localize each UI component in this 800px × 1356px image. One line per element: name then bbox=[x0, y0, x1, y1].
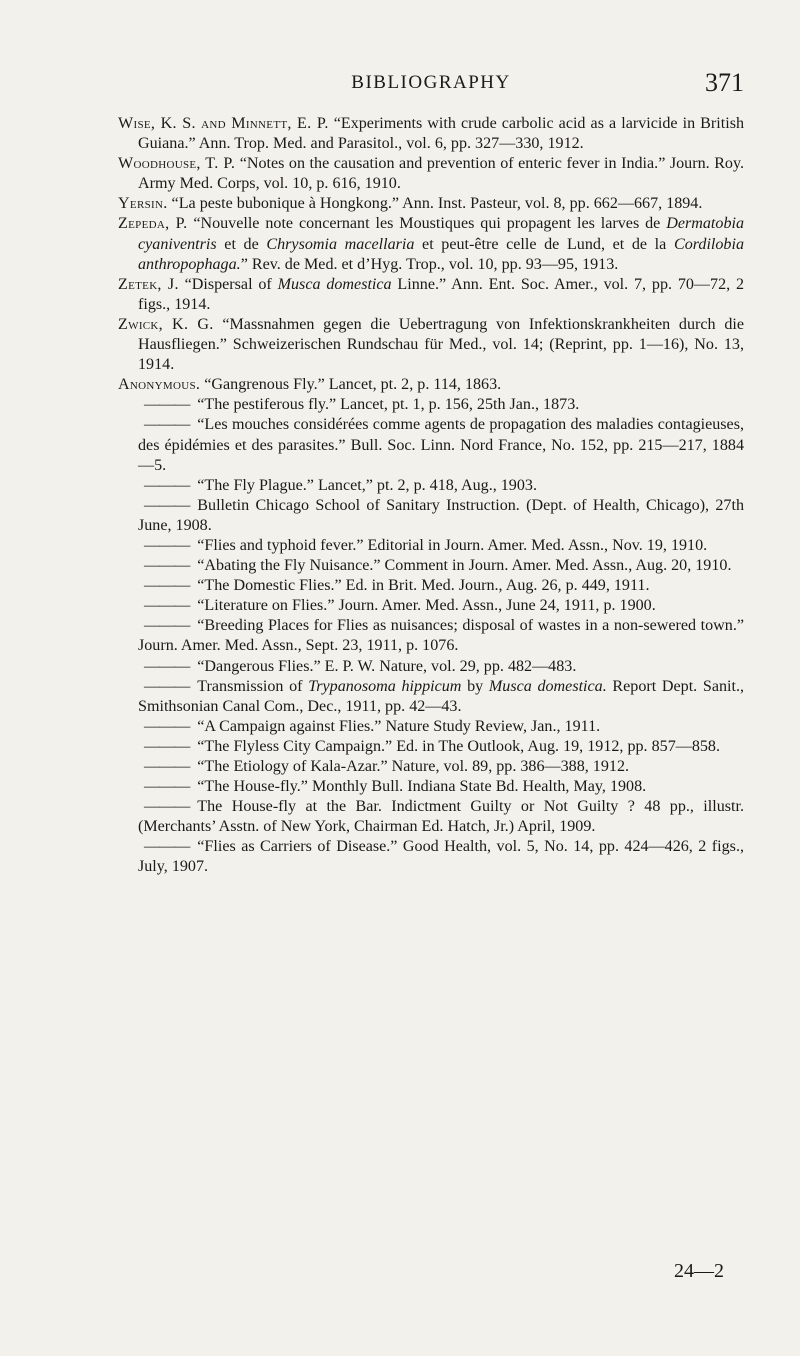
bibliography-sub-entry bbox=[118, 837, 744, 877]
entry-text: “Dispersal of bbox=[178, 275, 278, 293]
entry-text: Linne.” Ann. Ent. Soc. Amer., vol. 7, pp. 70—72, 2 figs., 1914. bbox=[138, 275, 745, 313]
entry-text: “Gangrenous Fly.” Lancet, pt. 2, p. 114, 1863. bbox=[200, 376, 502, 394]
entry-text: ” Rev. de Med. et d’Hyg. Trop., vol. 10, pp. 93—95, 1913. bbox=[240, 255, 619, 273]
ditto-dash: ——— bbox=[144, 657, 190, 675]
entry-text: “Flies and typhoid fever.” Editorial in Journ. Amer. Med. Assn., Nov. 19, 1910. bbox=[197, 536, 708, 554]
entry-text: “Experiments with crude carbolic acid as a larvicide in British Guiana.” Ann. Trop. Med. and Parasitol., vol. 6, pp. 327—330, 1912. bbox=[138, 115, 745, 153]
bibliography-sub-entry bbox=[118, 576, 744, 596]
bibliography-sub-entry bbox=[118, 657, 744, 677]
bibliography-sub-entry bbox=[118, 797, 744, 837]
bibliography-sub-entry bbox=[118, 415, 744, 475]
entry-text: “La peste bubonique à Hongkong.” Ann. Inst. Pasteur, vol. 8, pp. 662—667, 1894. bbox=[167, 195, 703, 213]
entry-author: Wise, K. S. and Minnett, E. P. bbox=[118, 115, 329, 132]
ditto-dash: ——— bbox=[144, 717, 190, 735]
ditto-dash: ——— bbox=[144, 557, 190, 575]
entry-text: The House-fly at the Bar. Indictment Guilty or Not Guilty ? 48 pp., illustr. (Merchants’ Asstn. of New York, Chairman Ed. Hatch, Jr.) April, 1909. bbox=[138, 798, 744, 836]
entry-text: “The Etiology of Kala-Azar.” Nature, vol. 89, pp. 386—388, 1912. bbox=[197, 758, 630, 775]
ditto-dash: ——— bbox=[144, 416, 190, 434]
entry-author: Zetek, J. bbox=[118, 275, 179, 293]
entry-text: “Dangerous Flies.” E. P. W. Nature, vol. 29, pp. 482—483. bbox=[197, 657, 577, 675]
species-name: Trypanosoma hippicum bbox=[308, 677, 462, 695]
entry-text: “The Fly Plague.” Lancet,” pt. 2, p. 418, Aug., 1903. bbox=[197, 476, 537, 494]
ditto-dash: ——— bbox=[144, 597, 190, 615]
ditto-dash: ——— bbox=[144, 737, 190, 755]
entry-text: “Notes on the causation and prevention of enteric fever in India.” Journ. Roy. Army Med. Corps, vol. 10, p. 616, 1910. bbox=[138, 155, 744, 193]
entry-text: Report Dept. Sanit., Smithsonian Canal Com., Dec., 1911, pp. 42—43. bbox=[138, 677, 744, 715]
ditto-dash: ——— bbox=[144, 758, 190, 775]
bibliography-entry bbox=[118, 375, 744, 395]
bibliography-sub-entry bbox=[118, 496, 744, 536]
species-name: Chrysomia macellaria bbox=[266, 235, 415, 253]
ditto-dash: ——— bbox=[144, 536, 190, 554]
bibliography-sub-entry bbox=[118, 536, 744, 556]
bibliography-sub-entry bbox=[118, 476, 744, 496]
entry-author: Yersin. bbox=[118, 195, 168, 213]
entry-author: Anonymous. bbox=[118, 376, 201, 394]
entry-text: “Abating the Fly Nuisance.” Comment in Journ. Amer. Med. Assn., Aug. 20, 1910. bbox=[197, 557, 732, 575]
entry-text: et de bbox=[216, 235, 267, 253]
entry-text: “Nouvelle note concernant les Moustiques qui propagent les larves de bbox=[187, 215, 667, 233]
bibliography-entry bbox=[118, 275, 744, 315]
entry-author: Zwick, K. G. bbox=[118, 315, 214, 333]
ditto-dash: ——— bbox=[144, 617, 190, 635]
entry-text: “Literature on Flies.” Journ. Amer. Med. Assn., June 24, 1911, p. 1900. bbox=[197, 597, 656, 615]
bibliography-entry bbox=[118, 194, 744, 214]
ditto-dash: ——— bbox=[144, 476, 190, 494]
bibliography-entry bbox=[118, 214, 744, 274]
ditto-dash: ——— bbox=[144, 778, 190, 796]
entry-text: by bbox=[461, 677, 489, 695]
ditto-dash: ——— bbox=[144, 838, 190, 856]
entry-author: Zepeda, P. bbox=[118, 215, 188, 233]
entry-text: “Massnahmen gegen die Uebertragung von Infektionskrankheiten durch die Hausfliegen.” Schweizerischen Rundschau für Med., vol. 14; (Reprint, pp. 1—16), No. 13, 1914. bbox=[138, 315, 744, 374]
bibliography-entry bbox=[118, 114, 744, 154]
bibliography-sub-entry bbox=[118, 395, 744, 415]
ditto-dash: ——— bbox=[144, 577, 190, 595]
bibliography-sub-entry bbox=[118, 616, 744, 656]
bibliography-sub-entry bbox=[118, 556, 744, 576]
bibliography-entry bbox=[118, 154, 744, 194]
entry-text: “Les mouches considérées comme agents de propagation des maladies contagieuses, des épidémies et des parasites.” Bull. Soc. Linn. Nord France, No. 152, pp. 215—217, 1884—5. bbox=[138, 416, 744, 474]
bibliography-sub-entry bbox=[118, 596, 744, 616]
species-name: Musca domestica. bbox=[488, 677, 607, 695]
entry-text: “Flies as Carriers of Disease.” Good Health, vol. 5, No. 14, pp. 424—426, 2 figs., July, 1907. bbox=[138, 838, 744, 876]
bibliography-sub-entry bbox=[118, 677, 744, 717]
bibliography-sub-entry bbox=[118, 757, 744, 777]
species-name: Cordilobia anthropophaga. bbox=[138, 235, 745, 273]
entry-text: Transmission of bbox=[197, 677, 309, 695]
entry-author: Woodhouse, T. P. bbox=[118, 155, 236, 173]
ditto-dash: ——— bbox=[144, 677, 190, 695]
ditto-dash: ——— bbox=[144, 396, 190, 414]
page-number: 371 bbox=[705, 68, 744, 97]
bibliography-entry bbox=[118, 315, 744, 375]
printer-signature: 24—2 bbox=[674, 1260, 724, 1282]
entry-text: “The pestiferous fly.” Lancet, pt. 1, p. 156, 25th Jan., 1873. bbox=[197, 396, 580, 414]
entry-text: “A Campaign against Flies.” Nature Study Review, Jan., 1911. bbox=[197, 717, 601, 735]
entry-text: et peut-être celle de Lund, et de la bbox=[414, 235, 674, 253]
entry-text: “The Flyless City Campaign.” Ed. in The Outlook, Aug. 19, 1912, pp. 857—858. bbox=[197, 737, 720, 755]
species-name: Musca domestica bbox=[277, 275, 392, 293]
page-header bbox=[118, 68, 744, 97]
entry-text: “The House-fly.” Monthly Bull. Indiana State Bd. Health, May, 1908. bbox=[197, 778, 647, 796]
entry-text: “Breeding Places for Flies as nuisances; disposal of wastes in a non-sewered town.” Journ. Amer. Med. Assn., Sept. 23, 1911, p. 1076. bbox=[138, 617, 744, 655]
entry-text: “The Domestic Flies.” Ed. in Brit. Med. Journ., Aug. 26, p. 449, 1911. bbox=[197, 577, 650, 595]
bibliography-sub-entry bbox=[118, 717, 744, 737]
ditto-dash: ——— bbox=[144, 798, 190, 816]
bibliography-sub-entry bbox=[118, 777, 744, 797]
entry-text: Bulletin Chicago School of Sanitary Instruction. (Dept. of Health, Chicago), 27th June, 1908. bbox=[138, 496, 744, 534]
bibliography-list bbox=[118, 114, 744, 878]
bibliography-sub-entry bbox=[118, 737, 744, 757]
species-name: Dermatobia cyaniventris bbox=[138, 215, 745, 253]
ditto-dash: ——— bbox=[144, 496, 190, 514]
running-head: BIBLIOGRAPHY bbox=[351, 72, 511, 93]
